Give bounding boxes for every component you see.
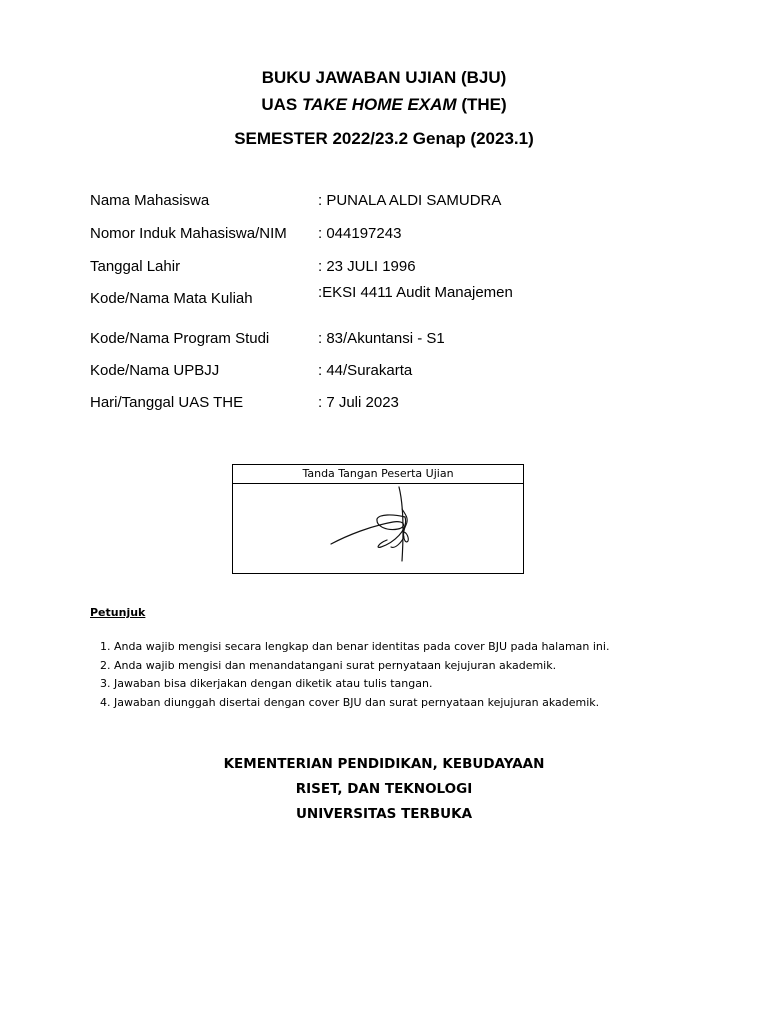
info-label: Nama Mahasiswa [90,192,210,209]
info-value: : PUNALA ALDI SAMUDRA [318,192,502,209]
semester-title: SEMESTER 2022/23.2 Genap (2023.1) [234,129,534,148]
exam-type-italic: TAKE HOME EXAM [302,95,457,114]
info-label: Nomor Induk Mahasiswa/NIM [90,225,287,242]
signature-box [232,464,524,574]
exam-type-suffix: (THE) [461,95,507,114]
instruction-item: 1. Anda wajib mengisi secara lengkap dan benar identitas pada cover BJU pada halaman ini. [114,638,609,657]
info-label: Tanggal Lahir [90,258,181,275]
info-value: :EKSI 4411 Audit Manajemen [318,284,513,301]
info-label: Kode/Nama Mata Kuliah [90,290,253,307]
document-title: BUKU JAWABAN UJIAN (BJU) [261,68,507,87]
instruction-item: 2. Anda wajib mengisi dan menandatangani surat pernyataan kejujuran akademik. [114,657,609,676]
instructions-heading: Petunjuk [90,606,146,619]
info-value: : 83/Akuntansi - S1 [318,330,445,347]
info-value: : 44/Surakarta [318,362,413,379]
instruction-item: 3. Jawaban bisa dikerjakan dengan diketik atau tulis tangan. [114,675,609,694]
footer-university: UNIVERSITAS TERBUKA [295,806,473,822]
info-value: : 044197243 [318,225,402,242]
info-label: Kode/Nama Program Studi [90,330,270,347]
exam-type-title [0,95,768,115]
instructions-list [96,638,609,712]
info-label: Kode/Nama UPBJJ [90,362,220,379]
footer-ministry: KEMENTERIAN PENDIDIKAN, KEBUDAYAAN [223,756,545,772]
instruction-item: 4. Jawaban diunggah disertai dengan cover BJU dan surat pernyataan kejujuran akademik. [114,694,609,713]
signature-label: Tanda Tangan Peserta Ujian [233,465,523,484]
signature-drawing [233,483,523,573]
footer-ministry-cont: RISET, DAN TEKNOLOGI [295,781,473,797]
info-value: : 23 JULI 1996 [318,258,416,275]
info-label: Hari/Tanggal UAS THE [90,394,244,411]
exam-type-prefix: UAS [261,95,298,114]
info-value: : 7 Juli 2023 [318,394,399,411]
